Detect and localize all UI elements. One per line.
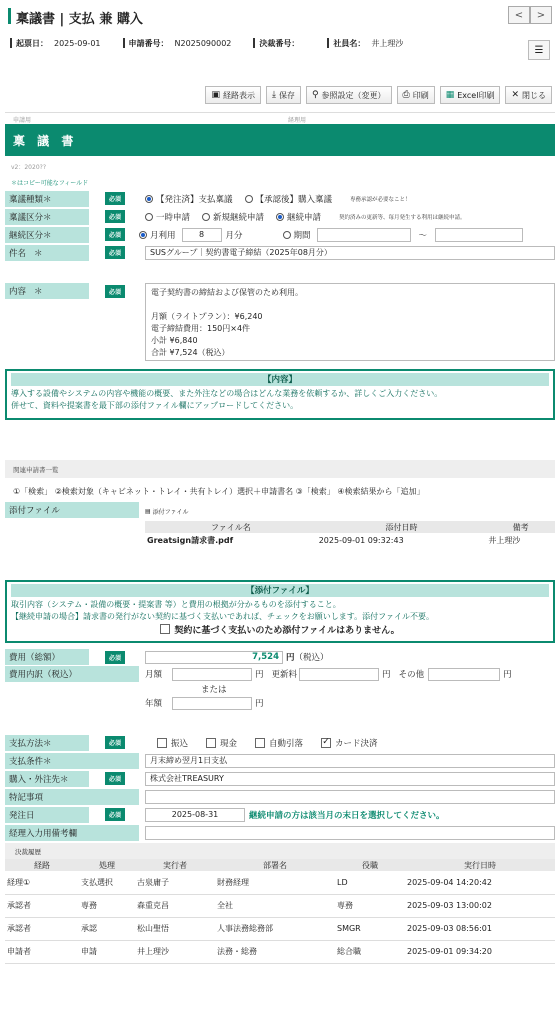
period-end-input[interactable]	[435, 228, 523, 242]
required-badge: 必須	[91, 209, 139, 225]
radio-period[interactable]: 期間	[283, 229, 311, 241]
label-order-date: 発注日	[5, 807, 89, 823]
toolbar	[0, 78, 560, 112]
pay-terms-input[interactable]: 月末締め翌月1日支払	[145, 754, 555, 768]
radio-continuous[interactable]: 継続申請	[276, 211, 321, 223]
prev-button[interactable]: <	[508, 6, 530, 24]
form-upper-header: 申請用 経理用	[5, 112, 555, 124]
radio-paid-ringi[interactable]: 【発注済】支払稟議	[145, 193, 233, 205]
excel-print-button[interactable]: ▦ Excel印刷	[440, 86, 501, 104]
months-unit: 月分	[225, 230, 243, 241]
label-cont-cat: 継続区分＊	[5, 227, 89, 243]
paperclip-icon: ▤	[145, 507, 151, 515]
period-tilde: 〜	[418, 230, 428, 241]
period-start-input[interactable]	[317, 228, 411, 242]
table-row: 承認者 承認 松山聖悟 人事法務総務部 SMGR 2025-09-03 08:56:01	[5, 917, 555, 940]
label-pay-terms: 支払条件＊	[5, 753, 139, 769]
label-content: 内容 ＊	[5, 283, 89, 299]
close-button[interactable]: ✕ 閉じる	[505, 86, 552, 104]
row-yearly: 年額 円	[5, 695, 555, 711]
related-apps-header: 関連申請書一覧	[5, 460, 555, 478]
months-input[interactable]: 8	[182, 228, 222, 242]
checkbox-card[interactable]: ✓ カード決済	[322, 737, 378, 749]
attach-info-box: 【添付ファイル】 取引内容（システム・設備の概要・提案書 等）と費用の根拠が分かるものを添付すること。 【継続申請の場合】請求書の発行がない契約に基づく支払いであれば、チェックをお願いします。添付ファイル不要。 契約に基づく支払いのため添付ファイルはありません。	[5, 580, 555, 643]
meta-date: 起票日： 2025-09-01	[10, 38, 101, 49]
content-textarea[interactable]: 電子契約書の締結および保管のため利用。 月額（ライトプラン）：¥6,240 電子締結費用：150円×4件 小計 ¥6,840 合計 ¥7,524（税込）	[145, 283, 555, 361]
row-ringi-cat	[5, 208, 555, 225]
row-attachments	[5, 502, 555, 566]
meta-bar	[327, 38, 329, 48]
attachment-table: ファイル名 添付日時 備考 Greatsign請求書.pdf 2025-09-01 09:32:43 井上理沙	[145, 521, 555, 547]
ringi-type-note: 専務承認が必要なこと！	[350, 196, 411, 203]
printer-icon: ⎙	[402, 90, 410, 100]
table-row: 承認者 専務 森重克昌 全社 専務 2025-09-03 13:00:02	[5, 894, 555, 917]
meta-bar	[123, 38, 125, 48]
vendor-input[interactable]: 株式会社TREASURY	[145, 772, 555, 786]
menu-icon[interactable]: ☰	[528, 40, 550, 60]
search-icon: ⚲	[311, 90, 319, 100]
subject-input[interactable]: SUSグループ｜契約書電子締結（2025年08月分）	[145, 246, 555, 260]
required-badge: 必須	[91, 807, 139, 823]
acct-note-input[interactable]	[145, 826, 555, 840]
label-acct-note: 経理入力用備考欄	[5, 825, 139, 841]
radio-purchase-ringi[interactable]: 【承認後】購入稟議	[245, 193, 333, 205]
save-button[interactable]: ⤓ 保存	[266, 86, 301, 104]
required-badge: 必須	[91, 283, 139, 299]
history-header: 決裁履歴	[5, 843, 555, 859]
row-pay-terms	[5, 752, 555, 769]
next-button[interactable]: >	[530, 6, 552, 24]
label-special: 特記事項	[5, 789, 139, 805]
meta-bar	[253, 38, 255, 48]
checkbox-cash[interactable]: 現金	[206, 737, 237, 749]
meta-row	[0, 30, 560, 56]
ringi-cat-note: 契約済みの更新等、毎月発生する利用は継続申請。	[339, 214, 466, 221]
label-pay-method: 支払方法＊	[5, 735, 89, 751]
attachment-link[interactable]: Greatsign請求書.pdf	[147, 535, 234, 545]
row-special	[5, 788, 555, 805]
label-attachments: 添付ファイル	[5, 502, 139, 518]
reference-button[interactable]: ⚲ 参照設定（変更）	[306, 86, 392, 104]
attach-file-button[interactable]: ▤ 添付ファイル	[145, 507, 189, 516]
page-title: 稟議書 | 支払 兼 購入	[16, 12, 143, 27]
required-badge: 必須	[91, 245, 139, 261]
row-vendor	[5, 770, 555, 787]
required-badge: 必須	[91, 227, 139, 243]
checkbox-auto-debit[interactable]: 自動引落	[255, 737, 303, 749]
label-subject: 件名 ＊	[5, 245, 89, 261]
title-accent	[8, 8, 11, 24]
checkbox-transfer[interactable]: 振込	[157, 737, 188, 749]
close-icon: ✕	[511, 90, 519, 100]
required-badge: 必須	[91, 649, 139, 665]
special-input[interactable]	[145, 790, 555, 804]
radio-monthly[interactable]: 月利用	[139, 229, 176, 241]
label-ringi-cat: 稟議区分＊	[5, 209, 89, 225]
row-order-date	[5, 806, 555, 823]
required-badge: 必須	[91, 191, 139, 207]
yearly-fee-input[interactable]	[172, 697, 252, 710]
order-date-note: 継続申請の方は該当月の末日を選択してください。	[249, 810, 445, 821]
form-banner: 稟 議 書	[5, 124, 555, 156]
title-bar	[0, 0, 560, 30]
print-button[interactable]: ⎙ 印刷	[397, 86, 435, 104]
monthly-fee-input[interactable]	[172, 668, 252, 681]
row-subject	[5, 244, 555, 261]
label-vendor: 購入・外注先＊	[5, 771, 89, 787]
version-label: v2：2020??	[11, 164, 47, 171]
history-table: 経路 処理 実行者 部署名 役職 実行日時 経理① 支払選択 古泉庸子 財務経理 LD 2025-09-04 14:20:42 承認者 専務 森重克昌 全社 専務 2025-09-03 13:00:02 承認者 承認 松山聖悟 人事法務総務部 SMGR 2025-09-03 08:56:01 申請者 申請 井上理沙 法務・総務 総合職 2025-09-01 09:34:20	[5, 859, 555, 964]
renewal-fee-input[interactable]	[299, 668, 379, 681]
radio-new-continuous[interactable]: 新規継続申請	[202, 211, 264, 223]
content-info-box: 【内容】 導入する設備やシステムの内容や機能の概要、また外注などの場合はどんな業務を依頼するか、詳しくご入力ください。 併せて、資料や提案書を最下部の添付ファイル欄にアップロードしてください。	[5, 369, 555, 420]
form-area	[5, 112, 555, 964]
label-cost-detail: 費用内訳（税込）	[5, 666, 139, 682]
row-cont-cat	[5, 226, 555, 243]
table-row: 経理① 支払選択 古泉庸子 財務経理 LD 2025-09-04 14:20:42	[5, 871, 555, 894]
label-ringi-type: 稟議種類＊	[5, 191, 89, 207]
meta-employee: 社員名： 井上理沙	[327, 38, 403, 49]
search-steps: ①「検索」 ②検索対象（キャビネット・トレイ・共有トレイ）選択＋申請書名 ③「検索」 ④検索結果から「追加」	[13, 487, 425, 496]
meta-decision-no: 決裁番号：	[253, 38, 305, 49]
meta-app-no: 申請番号： N2025090002	[123, 38, 232, 49]
row-cost-detail: 費用内訳（税込） 月額 円 更新料 円 その他 円	[5, 666, 555, 682]
order-date-input[interactable]: 2025-08-31	[145, 808, 245, 822]
nav-buttons	[508, 6, 552, 24]
table-row: 申請者 申請 井上理沙 法務・総務 総合職 2025-09-01 09:34:20	[5, 940, 555, 963]
required-badge: 必須	[91, 735, 139, 751]
label-cost-total: 費用（総額）	[5, 649, 89, 665]
copy-note: ＊はコピー可能なフィールド	[11, 180, 89, 187]
cost-total-input[interactable]: 7,524	[145, 651, 283, 664]
row-acct-note	[5, 824, 555, 841]
route-icon: ▣	[211, 90, 220, 100]
save-icon: ⤓	[271, 90, 276, 100]
meta-bar	[10, 38, 12, 48]
or-label: または	[201, 685, 227, 695]
row-pay-method	[5, 734, 555, 751]
other-fee-input[interactable]	[428, 668, 500, 681]
route-button[interactable]: ▣ 経路表示	[205, 86, 261, 104]
excel-icon: ▦	[445, 90, 455, 100]
no-attachment-checkbox[interactable]: 契約に基づく支払いのため添付ファイルはありません。	[160, 623, 399, 636]
radio-one-time[interactable]: 一時申請	[145, 211, 190, 223]
table-row: Greatsign請求書.pdf 2025-09-01 09:32:43 井上理沙	[145, 533, 555, 547]
row-content	[5, 283, 555, 361]
required-badge: 必須	[91, 771, 139, 787]
row-ringi-type	[5, 190, 555, 207]
row-cost-total: 費用（総額） 必須 7,524 円 （税込）	[5, 649, 555, 665]
